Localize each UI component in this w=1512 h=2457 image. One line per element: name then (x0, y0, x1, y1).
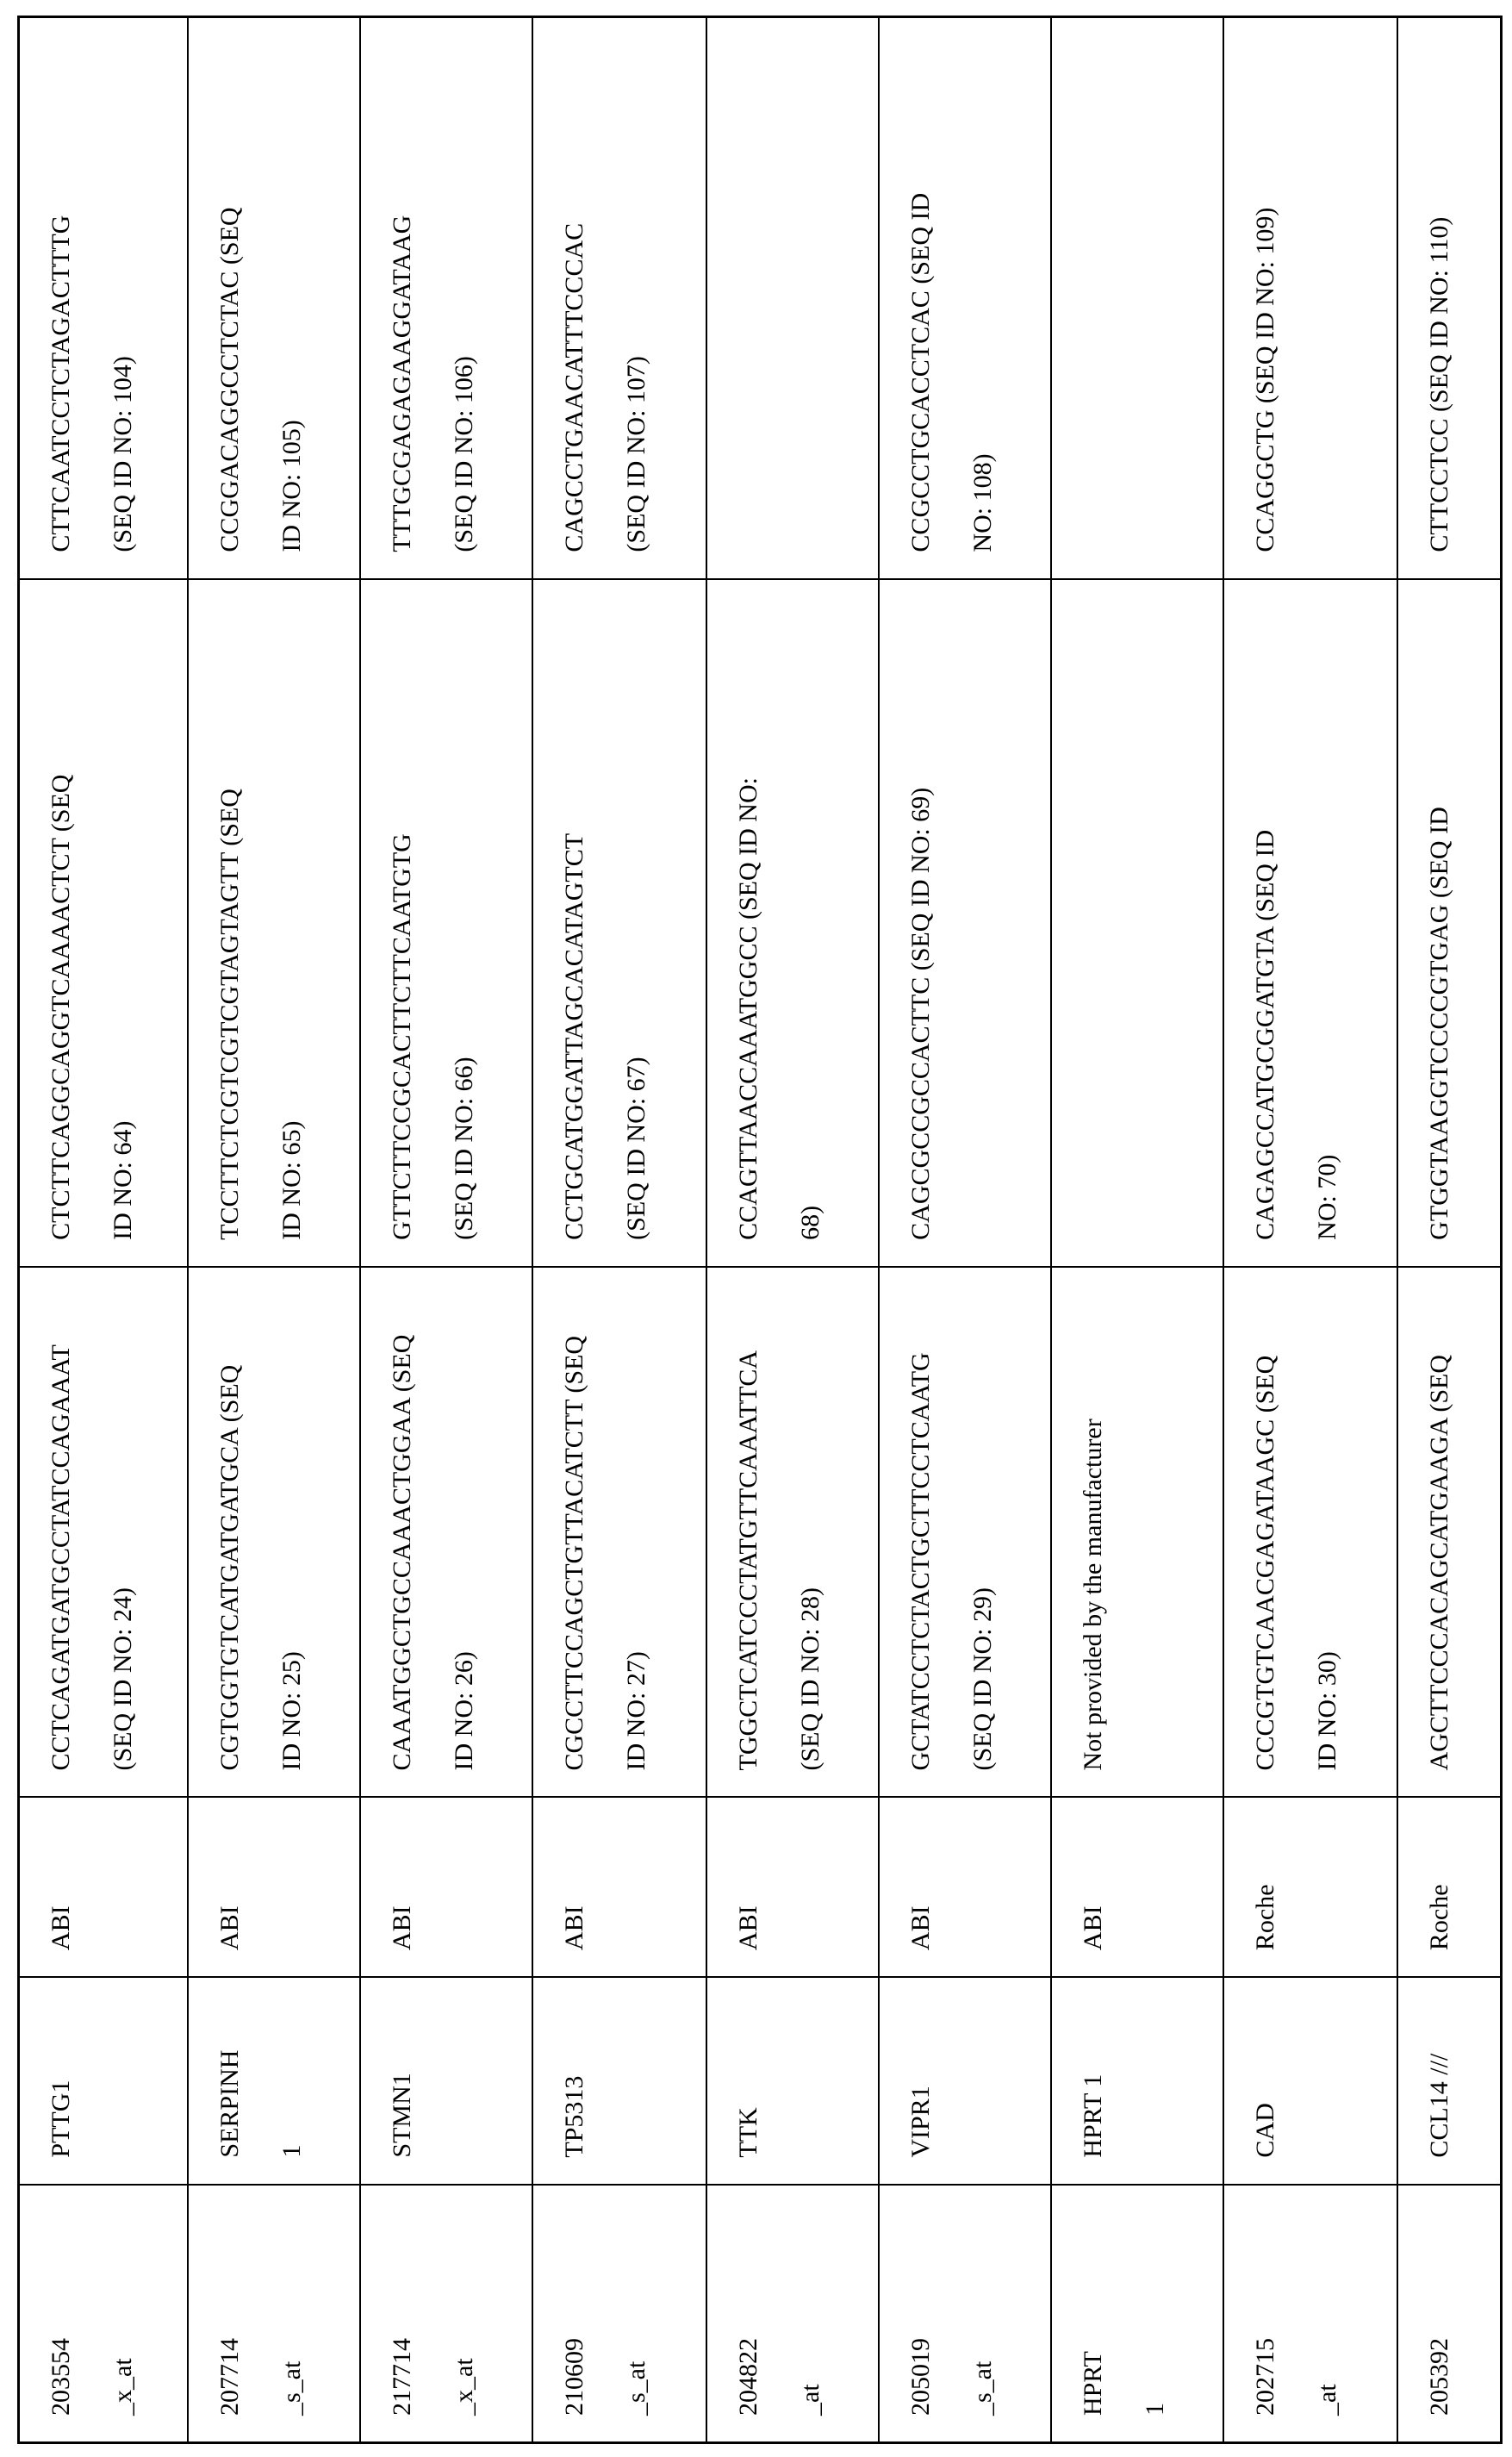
cell-text-line: PTTG1 (30, 1978, 92, 2158)
sequence-2-cell (1398, 578, 1502, 1266)
cell-text-line: GCTATCCTCTACTGCTTCCTCAATG (890, 1268, 952, 1771)
vendor-cell (361, 1797, 532, 1977)
cell-text-line: CCL14 /// (1409, 1978, 1471, 2158)
gene-symbol-cell (1052, 1976, 1223, 2184)
cell-text-line: ID NO: 65) (261, 580, 323, 1240)
cell-text-line: 210609 (544, 2186, 606, 2416)
gene-symbol-cell (361, 1976, 532, 2184)
cell-text-line: _x_at (92, 2186, 154, 2416)
cell-text-line: _s_at (606, 2186, 668, 2416)
sequence-1-cell (189, 1266, 359, 1797)
cell-text-line: Roche (1235, 1799, 1297, 1951)
sequence-1-cell (1052, 1266, 1223, 1797)
table-row (707, 18, 880, 2441)
cell-text-line: CCCGTGTCAACGAGATAAGC (SEQ (1235, 1268, 1297, 1771)
table-row (189, 18, 361, 2441)
sequence-3-cell (533, 18, 706, 578)
gene-symbol-cell (707, 1976, 878, 2184)
cell-text-line: VIPR1 (890, 1978, 952, 2158)
cell-text-line: 1 (261, 1978, 323, 2158)
table-row (20, 18, 189, 2441)
sequence-3-cell (361, 18, 532, 578)
gene-symbol-cell (20, 1976, 187, 2184)
cell-text-line: ID NO: 105) (261, 18, 323, 552)
table-row (880, 18, 1052, 2441)
cell-text-line: CAGAGCCATGCGGATGTA (SEQ ID (1235, 580, 1297, 1240)
cell-text-line: ID NO: 25) (261, 1268, 323, 1771)
cell-text-line: (SEQ ID NO: 106) (433, 18, 495, 552)
cell-text-line: CTCTTCAGGCAGGTCAAAACTCT (SEQ (30, 580, 92, 1240)
cell-text-line: CTTCAATCCTCTAGACTTTG (30, 18, 92, 552)
cell-text-line: CCAGTTAACCAAATGGCC (SEQ ID NO: (718, 580, 780, 1240)
cell-text-line: ID NO: 64) (92, 580, 154, 1240)
sequence-2-cell (1052, 578, 1223, 1266)
cell-text-line: SERPINH (199, 1978, 261, 2158)
probe-id-cell (20, 2184, 187, 2441)
sequence-1-cell (533, 1266, 706, 1797)
cell-text-line: CAAATGGCTGCCAAACTGGAA (SEQ (371, 1268, 433, 1771)
cell-text-line: _s_at (952, 2186, 1014, 2416)
cell-text-line: CGCCTTCCAGCTGTTACATCTT (SEQ (544, 1268, 606, 1771)
cell-text-line: CAD (1235, 1978, 1297, 2158)
cell-text-line: CTTCCTCC (SEQ ID NO: 110) (1409, 18, 1471, 552)
cell-text-line: GTGGTAAGGTCCCCGTGAG (SEQ ID (1409, 580, 1471, 1240)
cell-text-line: TP5313 (544, 1978, 606, 2158)
cell-text-line: ABI (199, 1799, 261, 1951)
cell-text-line: CCAGGCTG (SEQ ID NO: 109) (1235, 18, 1297, 552)
sequence-2-cell (707, 578, 878, 1266)
vendor-cell (189, 1797, 359, 1977)
cell-text-line: 205392 (1409, 2186, 1471, 2416)
cell-text-line: (SEQ ID NO: 67) (606, 580, 668, 1240)
cell-text-line: ABI (890, 1799, 952, 1951)
cell-text-line: ABI (371, 1799, 433, 1951)
cell-text-line: CCTGCATGGATTAGCACATAGTCT (544, 580, 606, 1240)
sequence-3-cell (1398, 18, 1502, 578)
vendor-cell (880, 1797, 1050, 1977)
cell-text-line: 202715 (1235, 2186, 1297, 2416)
vendor-cell (1398, 1797, 1502, 1977)
sequence-2-cell (189, 578, 359, 1266)
gene-symbol-cell (1224, 1976, 1397, 2184)
sequence-3-cell (20, 18, 187, 578)
cell-text-line: CGTGGTGTCATGATGATGCA (SEQ (199, 1268, 261, 1771)
cell-text-line: (SEQ ID NO: 66) (433, 580, 495, 1240)
sequence-2-cell (1224, 578, 1397, 1266)
sequence-3-cell (189, 18, 359, 578)
sequence-1-cell (707, 1266, 878, 1797)
gene-symbol-cell (533, 1976, 706, 2184)
cell-text-line: GTTCTTCCGCACTTCTTCAATGTG (371, 580, 433, 1240)
probe-id-cell (880, 2184, 1050, 2441)
probe-id-cell (1052, 2184, 1223, 2441)
cell-text-line: 204822 (718, 2186, 780, 2416)
cell-text-line: HPRT 1 (1062, 1978, 1124, 2158)
gene-symbol-cell (189, 1976, 359, 2184)
cell-text-line: 205019 (890, 2186, 952, 2416)
vendor-cell (20, 1797, 187, 1977)
sequence-1-cell (20, 1266, 187, 1797)
sequence-2-cell (20, 578, 187, 1266)
probe-id-cell (1224, 2184, 1397, 2441)
cell-text-line: NO: 70) (1297, 580, 1359, 1240)
sequence-1-cell (1398, 1266, 1502, 1797)
cell-text-line: TCCTTCTCGTCGTCGTAGTAGTT (SEQ (199, 580, 261, 1240)
cell-text-line: ABI (718, 1799, 780, 1951)
probe-id-cell (707, 2184, 878, 2441)
cell-text-line: TGGCTCATCCCTATGTTCAAATTCA (718, 1268, 780, 1771)
cell-text-line: CAGCCTGAACATTTCCCAC (544, 18, 606, 552)
cell-text-line: 68) (780, 580, 842, 1240)
sequence-2-cell (533, 578, 706, 1266)
gene-symbol-cell (1398, 1976, 1502, 2184)
cell-text-line: (SEQ ID NO: 28) (780, 1268, 842, 1771)
sequence-3-cell (1052, 18, 1223, 578)
cell-text-line: CCGCCTGCACCTCAC (SEQ ID (890, 18, 952, 552)
cell-text-line: CAGCGCCGCCACTTC (SEQ ID NO: 69) (890, 580, 952, 1240)
cell-text-line: HPRT (1062, 2186, 1124, 2416)
cell-text-line: 217714 (371, 2186, 433, 2416)
vendor-cell (533, 1797, 706, 1977)
table-row (533, 18, 707, 2441)
sequence-3-cell (707, 18, 878, 578)
cell-text-line: STMN1 (371, 1978, 433, 2158)
cell-text-line: ABI (544, 1799, 606, 1951)
cell-text-line: AGCTTCCCACAGCATGAAGA (SEQ (1409, 1268, 1471, 1771)
cell-text-line: _at (1297, 2186, 1359, 2416)
cell-text-line: TTTGCGAGAGAAGGATAAG (371, 18, 433, 552)
vendor-cell (1052, 1797, 1223, 1977)
rotated-probe-table (17, 16, 1503, 2444)
sequence-1-cell (361, 1266, 532, 1797)
cell-text-line: ID NO: 30) (1297, 1268, 1359, 1771)
cell-text-line: _s_at (261, 2186, 323, 2416)
cell-text-line: 203554 (30, 2186, 92, 2416)
table-row (361, 18, 533, 2441)
table-row (1224, 18, 1398, 2441)
probe-id-cell (1398, 2184, 1502, 2441)
vendor-cell (1224, 1797, 1397, 1977)
cell-text-line: ABI (30, 1799, 92, 1951)
cell-text-line: 1 (1124, 2186, 1186, 2416)
probe-id-cell (361, 2184, 532, 2441)
probe-id-cell (189, 2184, 359, 2441)
cell-text-line: NO: 108) (952, 18, 1014, 552)
cell-text-line: _at (780, 2186, 842, 2416)
table-row (1398, 18, 1502, 2441)
sequence-2-cell (880, 578, 1050, 1266)
sequence-1-cell (1224, 1266, 1397, 1797)
cell-text-line: (SEQ ID NO: 29) (952, 1268, 1014, 1771)
cell-text-line: CCTCAGATGATGCCTATCCAGAAAT (30, 1268, 92, 1771)
table-row (1052, 18, 1224, 2441)
cell-text-line: (SEQ ID NO: 107) (606, 18, 668, 552)
cell-text-line: _x_at (433, 2186, 495, 2416)
cell-text-line: Not provided by the manufacturer (1062, 1268, 1124, 1771)
sequence-3-cell (880, 18, 1050, 578)
vendor-cell (707, 1797, 878, 1977)
cell-text-line: 207714 (199, 2186, 261, 2416)
sequence-2-cell (361, 578, 532, 1266)
cell-text-line: (SEQ ID NO: 104) (92, 18, 154, 552)
cell-text-line: TTK (718, 1978, 780, 2158)
cell-text-line: ABI (1062, 1799, 1124, 1951)
gene-symbol-cell (880, 1976, 1050, 2184)
sequence-3-cell (1224, 18, 1397, 578)
cell-text-line: (SEQ ID NO: 24) (92, 1268, 154, 1771)
sequence-1-cell (880, 1266, 1050, 1797)
cell-text-line: ID NO: 26) (433, 1268, 495, 1771)
cell-text-line: ID NO: 27) (606, 1268, 668, 1771)
probe-id-cell (533, 2184, 706, 2441)
cell-text-line: Roche (1409, 1799, 1471, 1951)
cell-text-line: CCGGACAGGCCTCTAC (SEQ (199, 18, 261, 552)
